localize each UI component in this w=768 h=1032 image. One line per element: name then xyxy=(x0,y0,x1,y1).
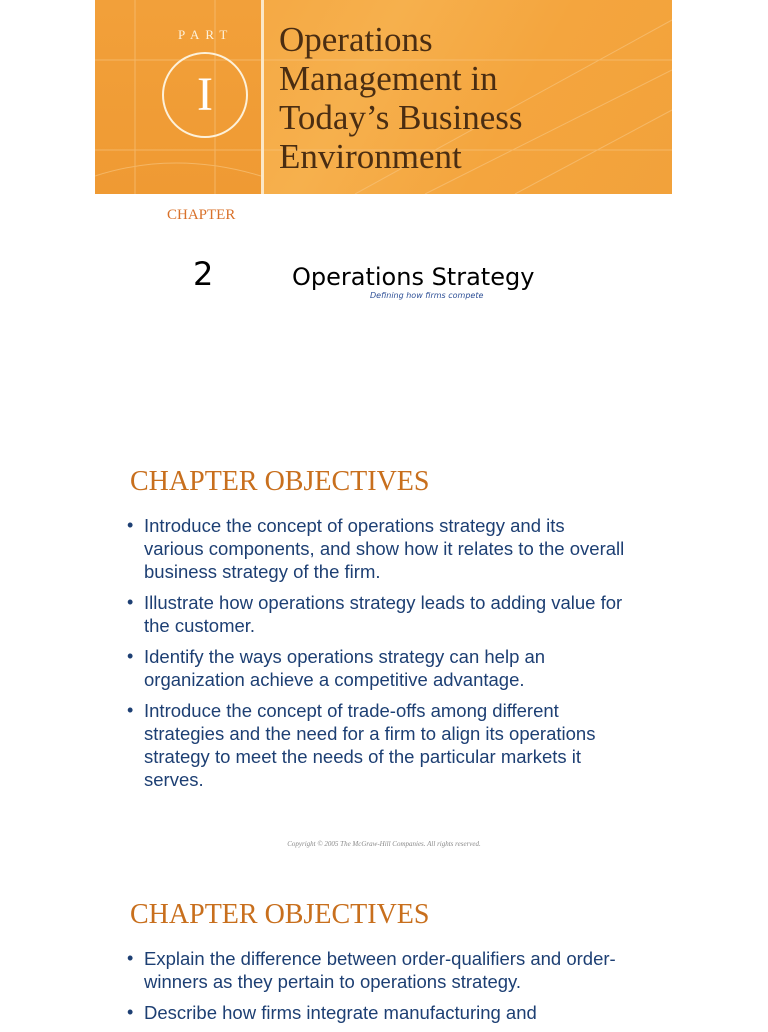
list-item xyxy=(127,947,627,993)
objective-text: Describe how firms integrate manufacturing and xyxy=(144,1002,537,1023)
list-item xyxy=(127,699,627,791)
part-title-line: Management in xyxy=(279,59,498,98)
part-title-line: Operations xyxy=(279,20,433,59)
objective-text: Introduce the concept of operations strategy and its various components, and show how it relates to the overall business strategy of the firm. xyxy=(144,515,625,582)
objective-text: Identify the ways operations strategy can help an organization achieve a competitive advantage. xyxy=(144,646,546,690)
part-banner xyxy=(95,0,672,194)
chapter-number: 2 xyxy=(193,255,214,293)
objectives-heading: CHAPTER OBJECTIVES xyxy=(130,899,430,930)
objectives-list xyxy=(127,514,627,799)
chapter-title: Operations Strategy xyxy=(292,263,535,291)
list-item xyxy=(127,645,627,691)
copyright-notice: Copyright © 2005 The McGraw-Hill Companies. All rights reserved. xyxy=(287,840,481,848)
bullet-icon: • xyxy=(127,1002,134,1022)
part-title-line: Environment xyxy=(279,137,462,176)
bullet-icon: • xyxy=(127,646,134,666)
list-item xyxy=(127,591,627,637)
objective-text: Introduce the concept of trade-offs among different strategies and the need for a firm to align its operations strategy to meet the needs of the particular markets it serves. xyxy=(144,700,596,790)
objectives-list xyxy=(127,947,627,1032)
part-title-line: Today’s Business xyxy=(279,98,523,137)
objective-text: Illustrate how operations strategy leads to adding value for the customer. xyxy=(144,592,623,636)
part-label: PART xyxy=(178,27,234,42)
list-item xyxy=(127,1001,627,1024)
bullet-icon: • xyxy=(127,700,134,720)
bullet-icon: • xyxy=(127,948,134,968)
objectives-heading: CHAPTER OBJECTIVES xyxy=(130,466,430,497)
banner-divider xyxy=(261,0,264,194)
part-title xyxy=(279,20,659,176)
chapter-label: CHAPTER xyxy=(167,207,236,223)
bullet-icon: • xyxy=(127,592,134,612)
chapter-subtitle: Defining how firms compete xyxy=(370,291,484,300)
objective-text: Explain the difference between order-qualifiers and order-winners as they pertain to operations strategy. xyxy=(144,948,616,992)
part-numeral: I xyxy=(197,68,213,121)
list-item xyxy=(127,514,627,583)
bullet-icon: • xyxy=(127,515,134,535)
